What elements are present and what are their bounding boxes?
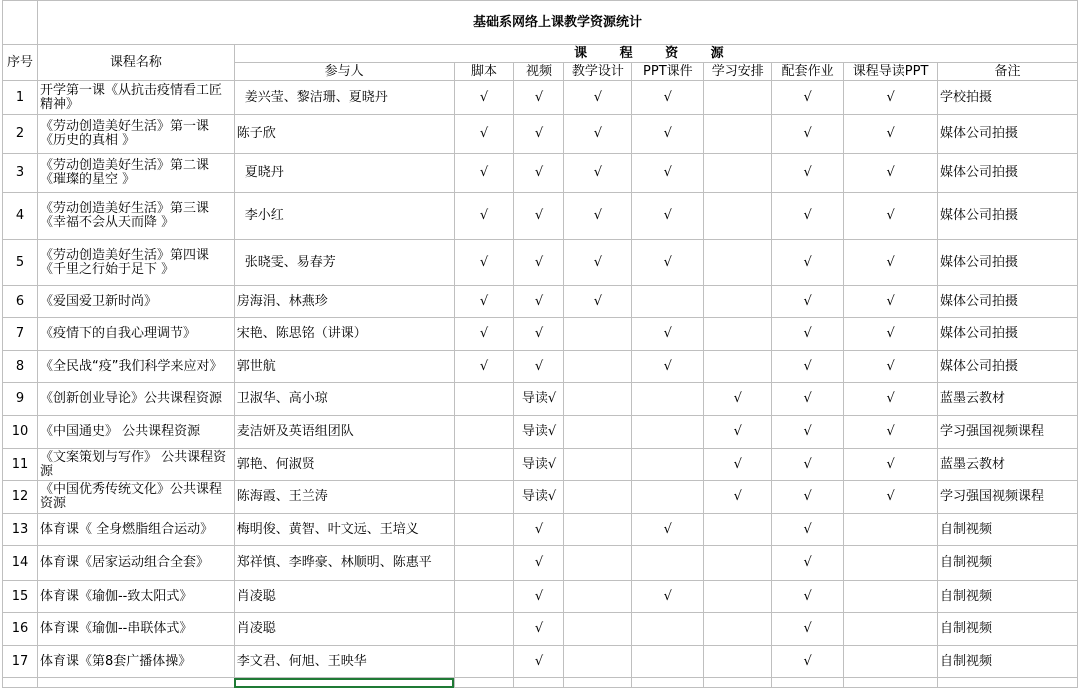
cell-script[interactable]: √ [454, 318, 514, 351]
cell-remark[interactable]: 蓝墨云教材 [938, 383, 1078, 416]
cell-script[interactable] [454, 546, 514, 581]
cell-ppt[interactable]: √ [632, 193, 704, 240]
cell-video[interactable]: √ [514, 240, 564, 286]
cell-video[interactable]: √ [514, 318, 564, 351]
cell-seq[interactable]: 2 [3, 115, 38, 154]
header-ppt[interactable]: PPT课件 [632, 63, 704, 81]
cell-design[interactable] [564, 449, 632, 481]
cell-course-name[interactable]: 体育课《瑜伽--致太阳式》 [37, 581, 234, 613]
cell-design[interactable] [564, 318, 632, 351]
cell-script[interactable] [454, 481, 514, 514]
cell-remark[interactable]: 自制视频 [938, 646, 1078, 678]
cell-remark[interactable]: 自制视频 [938, 613, 1078, 646]
cell-script[interactable]: √ [454, 115, 514, 154]
cell-video[interactable]: 导读√ [514, 449, 564, 481]
cell-course-name[interactable]: 《创新创业导论》公共课程资源 [37, 383, 234, 416]
cell-design[interactable] [564, 416, 632, 449]
cell-seq[interactable]: 1 [3, 81, 38, 115]
cell-seq[interactable]: 3 [3, 154, 38, 193]
cell-video[interactable]: √ [514, 115, 564, 154]
cell-design[interactable] [564, 481, 632, 514]
cell-remark[interactable]: 自制视频 [938, 514, 1078, 546]
cell-script[interactable] [454, 514, 514, 546]
cell-course-name[interactable]: 体育课《第8套广播体操》 [37, 646, 234, 678]
cell-ppt[interactable] [632, 416, 704, 449]
cell-ppt[interactable] [632, 481, 704, 514]
cell-study[interactable] [704, 115, 772, 154]
header-resource-group[interactable]: 课 程 资 源 [234, 45, 1077, 63]
cell-guide[interactable]: √ [844, 154, 938, 193]
cell-empty[interactable] [3, 678, 38, 688]
cell-homework[interactable]: √ [772, 318, 844, 351]
cell-script[interactable]: √ [454, 351, 514, 383]
cell-study[interactable] [704, 646, 772, 678]
cell-course-name[interactable]: 《全民战“疫”我们科学来应对》 [37, 351, 234, 383]
cell-homework[interactable]: √ [772, 416, 844, 449]
header-seq[interactable]: 序号 [3, 45, 38, 81]
cell-participants[interactable]: 郭艳、何淑贤 [234, 449, 454, 481]
cell-seq[interactable]: 17 [3, 646, 38, 678]
table-row [3, 481, 1078, 514]
cell-ppt[interactable] [632, 613, 704, 646]
cell-guide[interactable]: √ [844, 193, 938, 240]
table-row [3, 240, 1078, 286]
table-row [3, 351, 1078, 383]
cell-course-name[interactable]: 体育课《居家运动组合全套》 [37, 546, 234, 581]
cell-video[interactable]: √ [514, 581, 564, 613]
cell-remark[interactable]: 自制视频 [938, 581, 1078, 613]
cell-homework[interactable]: √ [772, 613, 844, 646]
cell-seq[interactable]: 14 [3, 546, 38, 581]
cell-guide[interactable]: √ [844, 449, 938, 481]
cell-homework[interactable]: √ [772, 154, 844, 193]
cell-script[interactable] [454, 581, 514, 613]
cell-video[interactable]: 导读√ [514, 416, 564, 449]
cell-video[interactable]: √ [514, 154, 564, 193]
cell-seq[interactable]: 5 [3, 240, 38, 286]
cell-remark[interactable]: 媒体公司拍摄 [938, 240, 1078, 286]
header-video[interactable]: 视频 [514, 63, 564, 81]
table-row [3, 115, 1078, 154]
cell-course-name[interactable]: 《劳动创造美好生活》第一课《历史的真相 》 [37, 115, 234, 154]
cell-design[interactable]: √ [564, 115, 632, 154]
cell-design[interactable] [564, 613, 632, 646]
cell-design[interactable] [564, 646, 632, 678]
cell-video[interactable]: √ [514, 81, 564, 115]
cell-script[interactable]: √ [454, 81, 514, 115]
cell-video[interactable]: 导读√ [514, 481, 564, 514]
cell-guide[interactable] [844, 514, 938, 546]
cell-remark[interactable]: 学习强国视频课程 [938, 416, 1078, 449]
cell-seq[interactable]: 12 [3, 481, 38, 514]
cell-homework[interactable]: √ [772, 81, 844, 115]
cell-homework[interactable]: √ [772, 646, 844, 678]
table-row [3, 514, 1078, 546]
cell-design[interactable]: √ [564, 240, 632, 286]
cell-video[interactable]: √ [514, 613, 564, 646]
cell-remark[interactable]: 媒体公司拍摄 [938, 351, 1078, 383]
cell-empty[interactable] [514, 678, 564, 688]
cell-empty[interactable] [704, 678, 772, 688]
cell-participants[interactable]: 肖凌聪 [234, 581, 454, 613]
cell-remark[interactable]: 学校拍摄 [938, 81, 1078, 115]
cell-homework[interactable]: √ [772, 514, 844, 546]
cell-remark[interactable]: 媒体公司拍摄 [938, 154, 1078, 193]
cell-course-name[interactable]: 《劳动创造美好生活》第四课《千里之行始于足下 》 [37, 240, 234, 286]
cell-participants[interactable]: 李文君、何旭、王映华 [234, 646, 454, 678]
cell-empty[interactable] [844, 678, 938, 688]
table-row [3, 449, 1078, 481]
cell-ppt[interactable]: √ [632, 318, 704, 351]
cell-design[interactable]: √ [564, 81, 632, 115]
cell-participants[interactable]: 姜兴莹、黎洁珊、夏晓丹 [234, 81, 454, 115]
cell-seq[interactable]: 9 [3, 383, 38, 416]
resource-table [2, 0, 1078, 688]
cell-homework[interactable]: √ [772, 351, 844, 383]
cell-guide[interactable] [844, 546, 938, 581]
cell-ppt[interactable]: √ [632, 514, 704, 546]
table-row [3, 546, 1078, 581]
cell-empty[interactable] [632, 678, 704, 688]
cell-study[interactable] [704, 351, 772, 383]
header-participants[interactable]: 参与人 [234, 63, 454, 81]
cell-study[interactable]: √ [704, 383, 772, 416]
cell-study[interactable] [704, 193, 772, 240]
cell-empty[interactable] [938, 678, 1078, 688]
cell-course-name[interactable]: 《爱国爱卫新时尚》 [37, 286, 234, 318]
cell-guide[interactable] [844, 646, 938, 678]
table-row [3, 646, 1078, 678]
cell-script[interactable] [454, 449, 514, 481]
cell-seq[interactable]: 7 [3, 318, 38, 351]
header-study[interactable]: 学习安排 [704, 63, 772, 81]
cell-homework[interactable]: √ [772, 240, 844, 286]
cell-video[interactable]: √ [514, 546, 564, 581]
cell-participants[interactable]: 郑祥慎、李晔豪、林顺明、陈惠平 [234, 546, 454, 581]
cell-guide[interactable]: √ [844, 286, 938, 318]
cell-guide[interactable] [844, 613, 938, 646]
cell-guide[interactable]: √ [844, 351, 938, 383]
cell-seq[interactable]: 6 [3, 286, 38, 318]
cell-design[interactable] [564, 351, 632, 383]
cell-study[interactable] [704, 613, 772, 646]
table-row [3, 318, 1078, 351]
cell-study[interactable]: √ [704, 449, 772, 481]
cell-study[interactable] [704, 514, 772, 546]
cell-participants[interactable]: 麦洁妍及英语组团队 [234, 416, 454, 449]
table-row [3, 613, 1078, 646]
cell-homework[interactable]: √ [772, 481, 844, 514]
cell-participants[interactable]: 夏晓丹 [234, 154, 454, 193]
header-script[interactable]: 脚本 [454, 63, 514, 81]
cell-participants[interactable]: 郭世航 [234, 351, 454, 383]
cell-script[interactable]: √ [454, 154, 514, 193]
cell-ppt[interactable]: √ [632, 154, 704, 193]
cell-script[interactable]: √ [454, 240, 514, 286]
cell-ppt[interactable]: √ [632, 240, 704, 286]
table-row [3, 81, 1078, 115]
table-row [3, 383, 1078, 416]
cell-ppt[interactable] [632, 546, 704, 581]
cell-study[interactable] [704, 581, 772, 613]
cell-video[interactable]: √ [514, 514, 564, 546]
cell-script[interactable] [454, 613, 514, 646]
cell-study[interactable] [704, 240, 772, 286]
cell-study[interactable] [704, 81, 772, 115]
cell-participants[interactable]: 陈海霞、王兰涛 [234, 481, 454, 514]
cell-remark[interactable]: 自制视频 [938, 546, 1078, 581]
cell-participants[interactable]: 张晓雯、易春芳 [234, 240, 454, 286]
cell-video[interactable]: √ [514, 646, 564, 678]
cell-design[interactable] [564, 546, 632, 581]
cell-video[interactable]: √ [514, 351, 564, 383]
cell-course-name[interactable]: 《劳动创造美好生活》第三课《幸福不会从天而降 》 [37, 193, 234, 240]
cell-ppt[interactable] [632, 646, 704, 678]
cell-seq[interactable]: 10 [3, 416, 38, 449]
cell-homework[interactable]: √ [772, 286, 844, 318]
cell-course-name[interactable]: 体育课《 全身燃脂组合运动》 [37, 514, 234, 546]
cell-remark[interactable]: 学习强国视频课程 [938, 481, 1078, 514]
cell-participants[interactable]: 李小红 [234, 193, 454, 240]
cell-guide[interactable]: √ [844, 481, 938, 514]
cell-script[interactable]: √ [454, 193, 514, 240]
cell-homework[interactable]: √ [772, 115, 844, 154]
table-row [3, 678, 1078, 688]
table-row [3, 193, 1078, 240]
cell-ppt[interactable]: √ [632, 351, 704, 383]
table-row [3, 154, 1078, 193]
cell-remark[interactable]: 蓝墨云教材 [938, 449, 1078, 481]
cell-course-name[interactable]: 开学第一课《从抗击疫情看工匠精神》 [37, 81, 234, 115]
cell-course-name[interactable]: 体育课《瑜伽--串联体式》 [37, 613, 234, 646]
table-row [3, 286, 1078, 318]
cell-study[interactable]: √ [704, 416, 772, 449]
cell-course-name[interactable]: 《中国优秀传统文化》公共课程资源 [37, 481, 234, 514]
cell-guide[interactable]: √ [844, 240, 938, 286]
cell-homework[interactable]: √ [772, 546, 844, 581]
cell-ppt[interactable]: √ [632, 81, 704, 115]
cell-script[interactable] [454, 383, 514, 416]
cell-participants[interactable]: 梅明俊、黄智、叶文远、王培义 [234, 514, 454, 546]
cell-guide[interactable]: √ [844, 416, 938, 449]
cell-ppt[interactable]: √ [632, 581, 704, 613]
cell-course-name[interactable]: 《疫情下的自我心理调节》 [37, 318, 234, 351]
cell-course-name[interactable]: 《中国通史》 公共课程资源 [37, 416, 234, 449]
cell-participants[interactable]: 肖凌聪 [234, 613, 454, 646]
cell-guide[interactable]: √ [844, 383, 938, 416]
cell-ppt[interactable]: √ [632, 115, 704, 154]
cell-participants[interactable]: 房海涓、林燕珍 [234, 286, 454, 318]
cell-ppt[interactable] [632, 449, 704, 481]
cell-study[interactable] [704, 546, 772, 581]
cell-guide[interactable]: √ [844, 115, 938, 154]
cell-participants[interactable]: 卫淑华、高小琼 [234, 383, 454, 416]
header-course[interactable]: 课程名称 [37, 45, 234, 81]
cell-empty[interactable] [454, 678, 514, 688]
cell-remark[interactable]: 媒体公司拍摄 [938, 318, 1078, 351]
cell-homework[interactable]: √ [772, 581, 844, 613]
cell-seq[interactable]: 4 [3, 193, 38, 240]
cell-empty[interactable] [564, 678, 632, 688]
cell-script[interactable] [454, 416, 514, 449]
cell-seq[interactable]: 11 [3, 449, 38, 481]
cell-seq[interactable]: 8 [3, 351, 38, 383]
cell-study[interactable] [704, 318, 772, 351]
table-row [3, 581, 1078, 613]
header-guide[interactable]: 课程导读PPT [844, 63, 938, 81]
cell-course-name[interactable]: 《劳动创造美好生活》第二课《璀璨的星空 》 [37, 154, 234, 193]
cell-seq[interactable]: 15 [3, 581, 38, 613]
cell-remark[interactable]: 媒体公司拍摄 [938, 286, 1078, 318]
cell-guide[interactable]: √ [844, 81, 938, 115]
header-homework[interactable]: 配套作业 [772, 63, 844, 81]
cell-homework[interactable]: √ [772, 193, 844, 240]
cell-design[interactable]: √ [564, 193, 632, 240]
cell-ppt[interactable] [632, 286, 704, 318]
table-row [3, 416, 1078, 449]
cell-study[interactable] [704, 286, 772, 318]
cell-study[interactable]: √ [704, 481, 772, 514]
cell-script[interactable]: √ [454, 286, 514, 318]
cell-remark[interactable]: 媒体公司拍摄 [938, 193, 1078, 240]
cell-design[interactable] [564, 581, 632, 613]
cell-empty[interactable] [37, 678, 234, 688]
cell-design[interactable]: √ [564, 286, 632, 318]
cell-remark[interactable]: 媒体公司拍摄 [938, 115, 1078, 154]
cell-homework[interactable]: √ [772, 449, 844, 481]
cell-design[interactable] [564, 514, 632, 546]
cell-participants[interactable]: 陈子欣 [234, 115, 454, 154]
cell-study[interactable] [704, 154, 772, 193]
cell-empty[interactable] [772, 678, 844, 688]
cell-empty[interactable] [3, 1, 38, 45]
cell-seq[interactable]: 13 [3, 514, 38, 546]
cell-design[interactable]: √ [564, 154, 632, 193]
cell-seq[interactable]: 16 [3, 613, 38, 646]
cell-participants[interactable]: 宋艳、陈思铭（讲课） [234, 318, 454, 351]
selected-cell[interactable] [234, 678, 454, 688]
cell-video[interactable]: √ [514, 286, 564, 318]
sheet-title[interactable]: 基础系网络上课教学资源统计 [37, 1, 1077, 45]
cell-script[interactable] [454, 646, 514, 678]
cell-video[interactable]: √ [514, 193, 564, 240]
cell-video[interactable]: 导读√ [514, 383, 564, 416]
header-remark[interactable]: 备注 [938, 63, 1078, 81]
header-design[interactable]: 教学设计 [564, 63, 632, 81]
cell-guide[interactable]: √ [844, 318, 938, 351]
cell-course-name[interactable]: 《文案策划与写作》 公共课程资源 [37, 449, 234, 481]
cell-design[interactable] [564, 383, 632, 416]
cell-homework[interactable]: √ [772, 383, 844, 416]
cell-guide[interactable] [844, 581, 938, 613]
cell-ppt[interactable] [632, 383, 704, 416]
